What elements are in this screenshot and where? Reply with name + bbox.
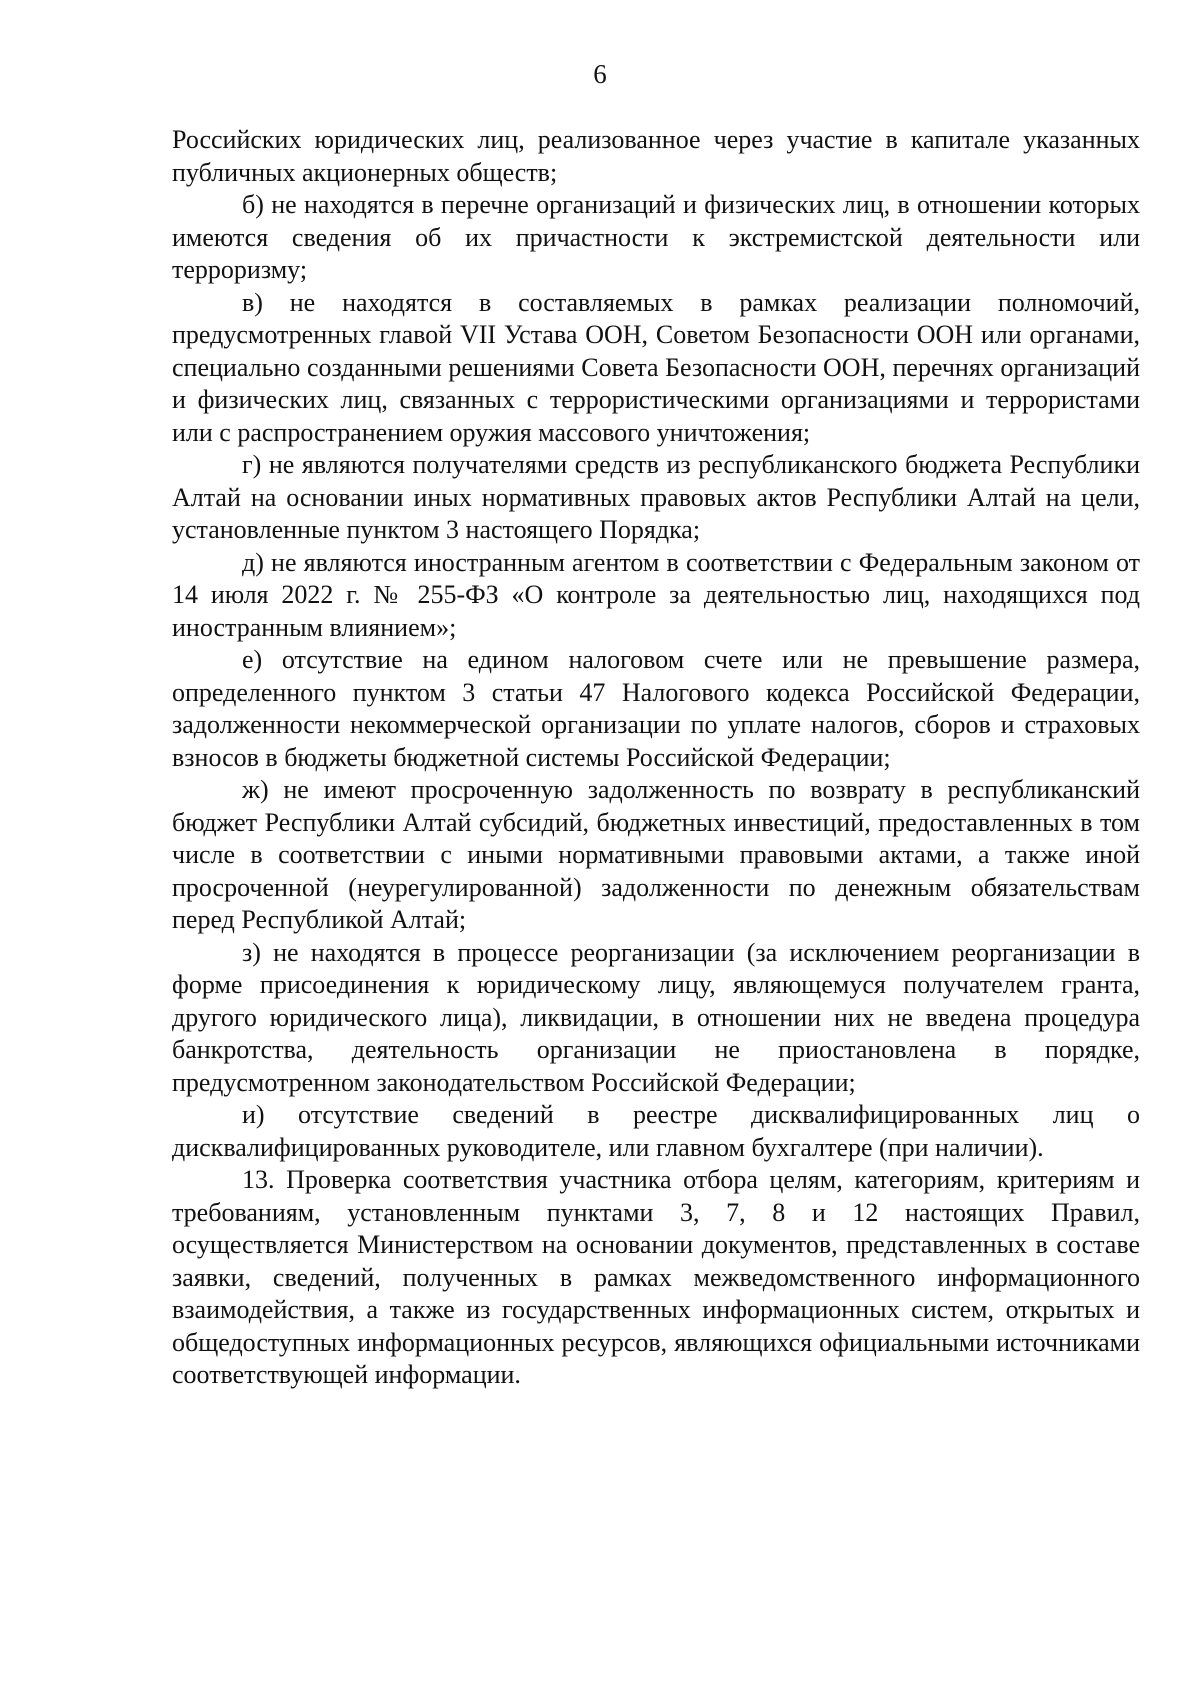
paragraph-clause-13: 13. Проверка соответствия участника отбора целям, категориям, критериям и требованиям, установленным пунктами 3, 7, 8 и 12 настоящих Правил, осуществляется Министерством на основании документов, представленных в составе заявки, сведений, полученных в рамках межведомственного информационного взаимодействия, а также из государственных информационных систем, открытых и общедоступных информационных ресурсов, являющихся официальными источниками соответствующей информации.	[172, 1165, 1140, 1389]
paragraph-item-i: и) отсутствие сведений в реестре дисквалифицированных лиц о дисквалифицированных руководителе, или главном бухгалтере (при наличии).	[172, 1100, 1140, 1162]
paragraph-item-v: в) не находятся в составляемых в рамках реализации полномочий, предусмотренных главой VII Устава ООН, Советом Безопасности ООН или органами, специально созданными решениями Совета Безопасности ООН, перечнях организаций и физических лиц, связанных с террористическими организациями и террористами или с распространением оружия массового уничтожения;	[172, 287, 1140, 447]
paragraph-item-z: з) не находятся в процессе реорганизации (за исключением реорганизации в форме присоединения к юридическому лицу, являющемуся получателем гранта, другого юридического лица), ликвидации, в отношении них не введена процедура банкротства, деятельность организации не приостановлена в порядке, предусмотренном законодательством Российской Федерации;	[172, 937, 1140, 1097]
paragraph-item-b: б) не находятся в перечне организаций и физических лиц, в отношении которых имеются сведения об их причастности к экстремистской деятельности или терроризму;	[172, 190, 1140, 284]
document-body	[172, 124, 1140, 1392]
page-number: 6	[593, 59, 607, 89]
paragraph-item-zh: ж) не имеют просроченную задолженность по возврату в республиканский бюджет Республики Алтай субсидий, бюджетных инвестиций, предоставленных в том числе в соответствии с иными нормативными правовыми актами, а также иной просроченной (неурегулированной) задолженности по денежным обязательствам перед Республикой Алтай;	[172, 775, 1140, 934]
paragraph-continuation: Российских юридических лиц, реализованное через участие в капитале указанных публичных акционерных обществ;	[172, 125, 1140, 187]
paragraph-item-d: д) не являются иностранным агентом в соответствии с Федеральным законом от 14 июля 2022 г. № 255-ФЗ «О контроле за деятельностью лиц, находящихся под иностранным влиянием»;	[172, 547, 1140, 642]
paragraph-item-e: е) отсутствие на едином налоговом счете или не превышение размера, определенного пунктом 3 статьи 47 Налогового кодекса Российской Федерации, задолженности некоммерческой организации по уплате налогов, сборов и страховых взносов в бюджеты бюджетной системы Российской Федерации;	[172, 645, 1140, 772]
paragraph-item-g: г) не являются получателями средств из республиканского бюджета Республики Алтай на основании иных нормативных правовых актов Республики Алтай на цели, установленные пунктом 3 настоящего Порядка;	[172, 450, 1140, 544]
